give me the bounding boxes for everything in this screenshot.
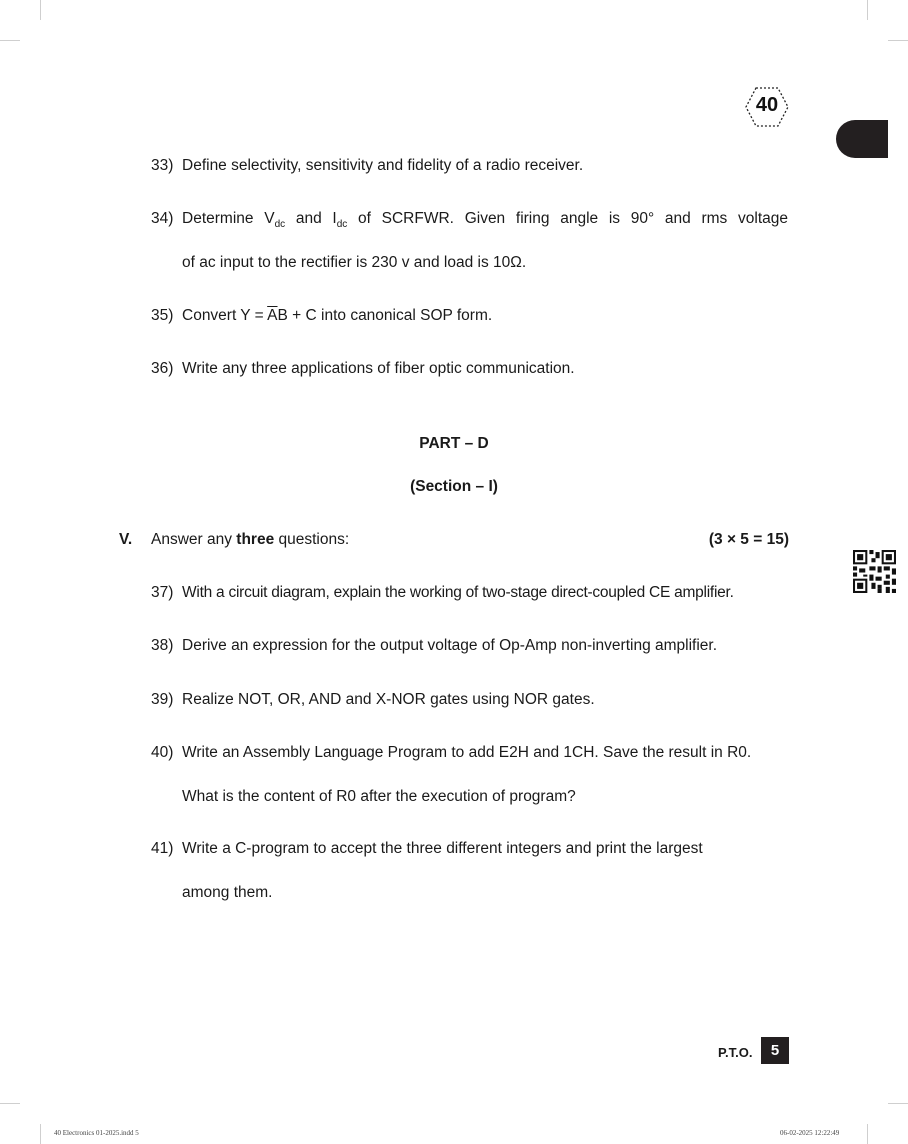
section-title: (Section – I): [410, 478, 498, 495]
paper-code: 40: [755, 94, 779, 116]
side-tab: [836, 120, 888, 158]
question-number: 39): [151, 691, 174, 708]
part-title: PART – D: [419, 435, 489, 452]
question-40-continuation: What is the content of R0 after the execution of program?: [182, 788, 576, 805]
question-35: 35) Convert $Y = \overline{A}B + C$ into canonical SOP form.: [151, 307, 493, 324]
instruction-text: Answer any three questions:: [151, 531, 350, 548]
question-text: Write any three applications of fiber optic communication.: [182, 360, 575, 377]
question-39: [151, 691, 595, 709]
crop-mark: [40, 1124, 41, 1144]
question-36: [151, 360, 575, 378]
question-text: Realize NOT, OR, AND and X-NOR gates using NOR gates.: [182, 691, 595, 708]
question-34-continuation: of ac input to the rectifier is 230 v and load is 10Ω.: [182, 254, 527, 271]
question-33: [151, 157, 583, 175]
crop-mark: [888, 1103, 908, 1104]
crop-mark: [888, 40, 908, 41]
question-34: [151, 210, 788, 230]
crop-mark: [867, 1124, 868, 1144]
crop-mark: [0, 1103, 20, 1104]
crop-mark: [40, 0, 41, 20]
qr-code: [853, 550, 896, 593]
marks-allocation: (3 × 5 = 15): [708, 531, 789, 548]
crop-mark: [0, 40, 20, 41]
question-41: [151, 840, 703, 858]
question-number: 38): [151, 637, 174, 654]
pto-label: P.T.O.: [718, 1045, 753, 1060]
question-number: 35): [151, 307, 174, 324]
complement-bar: $\overline{A}$: [267, 307, 278, 324]
question-text: Determine $V_{dc}$ and $I_{dc}$ of SCRFWR. Given firing angle is 90° and rms voltage: [182, 210, 789, 230]
question-40: [151, 744, 751, 762]
question-number: 37): [151, 584, 174, 601]
print-timestamp: 06-02-2025 12:22:49: [780, 1129, 840, 1137]
question-37: [151, 584, 734, 602]
question-text: Write a C-program to accept the three different integers and print the largest: [182, 840, 703, 857]
question-number: 33): [151, 157, 174, 174]
question-38: [151, 637, 717, 655]
question-41-continuation: among them.: [182, 884, 273, 901]
question-text: Define selectivity, sensitivity and fidelity of a radio receiver.: [182, 157, 584, 174]
crop-mark: [867, 0, 868, 20]
question-text: With a circuit diagram, explain the working of two-stage direct-coupled CE amplifier.: [182, 584, 734, 601]
question-number: 41): [151, 840, 174, 857]
section-roman: V.: [119, 531, 133, 548]
question-text: Derive an expression for the output voltage of Op-Amp non-inverting amplifier.: [182, 637, 718, 654]
question-number: 40): [151, 744, 174, 761]
file-slug: 40 Electronics 01-2025.indd 5: [54, 1129, 139, 1137]
page-number: 5: [761, 1037, 789, 1064]
question-text: Write an Assembly Language Program to add E2H and 1CH. Save the result in R0.: [182, 744, 752, 761]
question-number: 36): [151, 360, 174, 377]
question-number: 34): [151, 210, 174, 227]
